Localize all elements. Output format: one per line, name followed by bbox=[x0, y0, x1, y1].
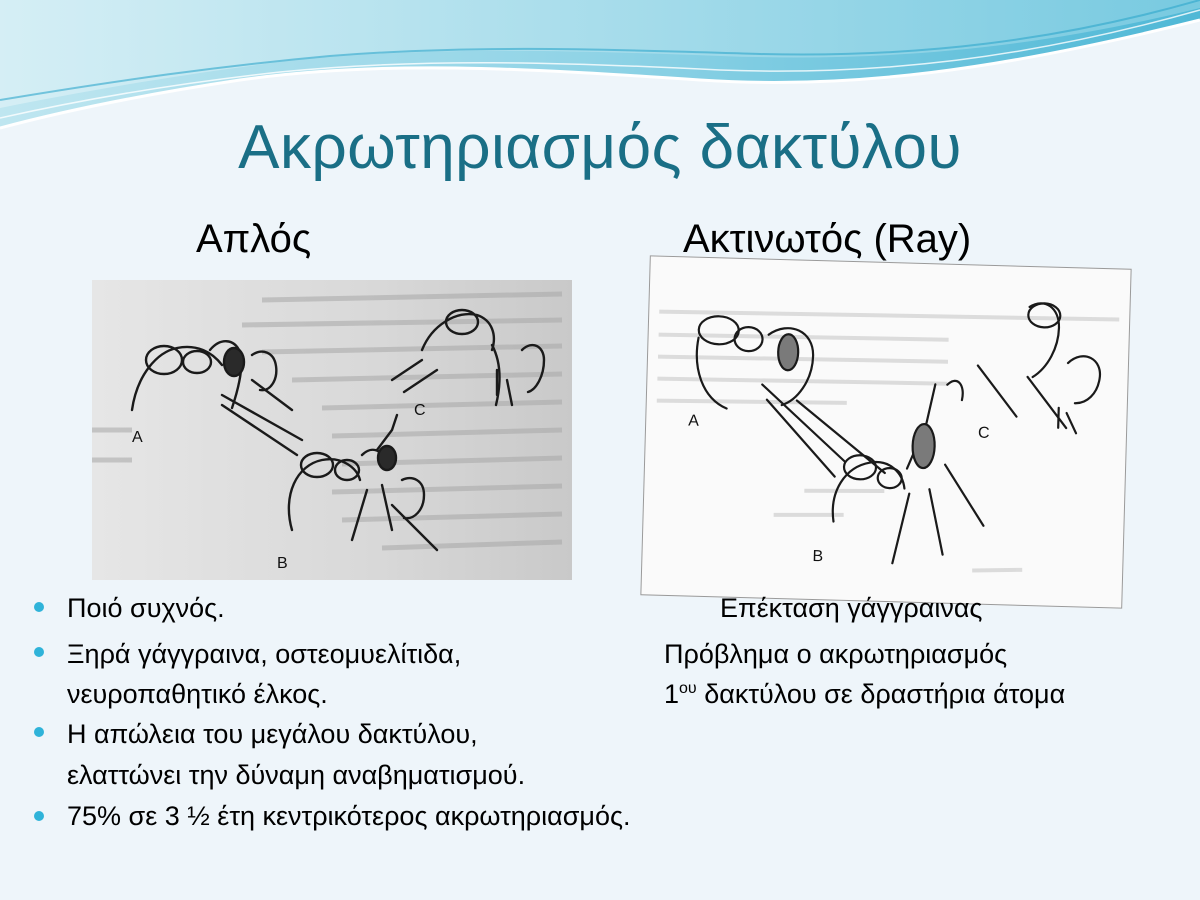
note-gangrene-extension: Επέκταση γάγγραινας bbox=[720, 593, 983, 623]
bullet-3-line-1: Η απώλεια του μεγάλου δακτύλου, bbox=[67, 719, 478, 749]
note-problem-line-2 bbox=[664, 676, 1065, 712]
bullet-4: 75% σε 3 ½ έτη κεντρικότερος ακρωτηριασμός. bbox=[67, 801, 631, 831]
bullet-3-line-2: ελαττώνει την δύναμη αναβηματισμού. bbox=[67, 760, 526, 790]
note-ordinal-suffix: ου bbox=[679, 680, 697, 697]
bullet-2-line-1: Ξηρά γάγγραινα, οστεομυελίτιδα, bbox=[67, 639, 462, 669]
bullet-1: Ποιό συχνός. bbox=[67, 593, 225, 623]
note-num: 1 bbox=[664, 679, 680, 709]
bullet-marker bbox=[34, 727, 44, 737]
simple-amputation-illustration bbox=[92, 280, 572, 580]
note-problem-line-1: Πρόβλημα ο ακρωτηριασμός bbox=[664, 639, 1008, 669]
heading-simple-amputation: Απλός bbox=[196, 217, 312, 261]
note-rest: δακτύλου σε δραστήρια άτομα bbox=[696, 679, 1066, 709]
ray-amputation-illustration bbox=[640, 255, 1131, 608]
svg-text:A: A bbox=[132, 429, 143, 446]
svg-text:C: C bbox=[977, 424, 990, 442]
bullet-2-line-2: νευροπαθητικό έλκος. bbox=[67, 679, 328, 709]
slide-title: Ακρωτηριασμός δακτύλου bbox=[238, 113, 962, 182]
bullet-marker bbox=[34, 602, 44, 612]
bullet-marker bbox=[34, 647, 44, 657]
svg-text:C: C bbox=[414, 402, 426, 419]
svg-text:B: B bbox=[812, 547, 824, 566]
svg-text:A: A bbox=[687, 412, 700, 430]
heading-ray-amputation: Ακτινωτός (Ray) bbox=[683, 217, 972, 261]
bullet-marker bbox=[34, 811, 44, 821]
svg-text:B: B bbox=[277, 555, 288, 572]
